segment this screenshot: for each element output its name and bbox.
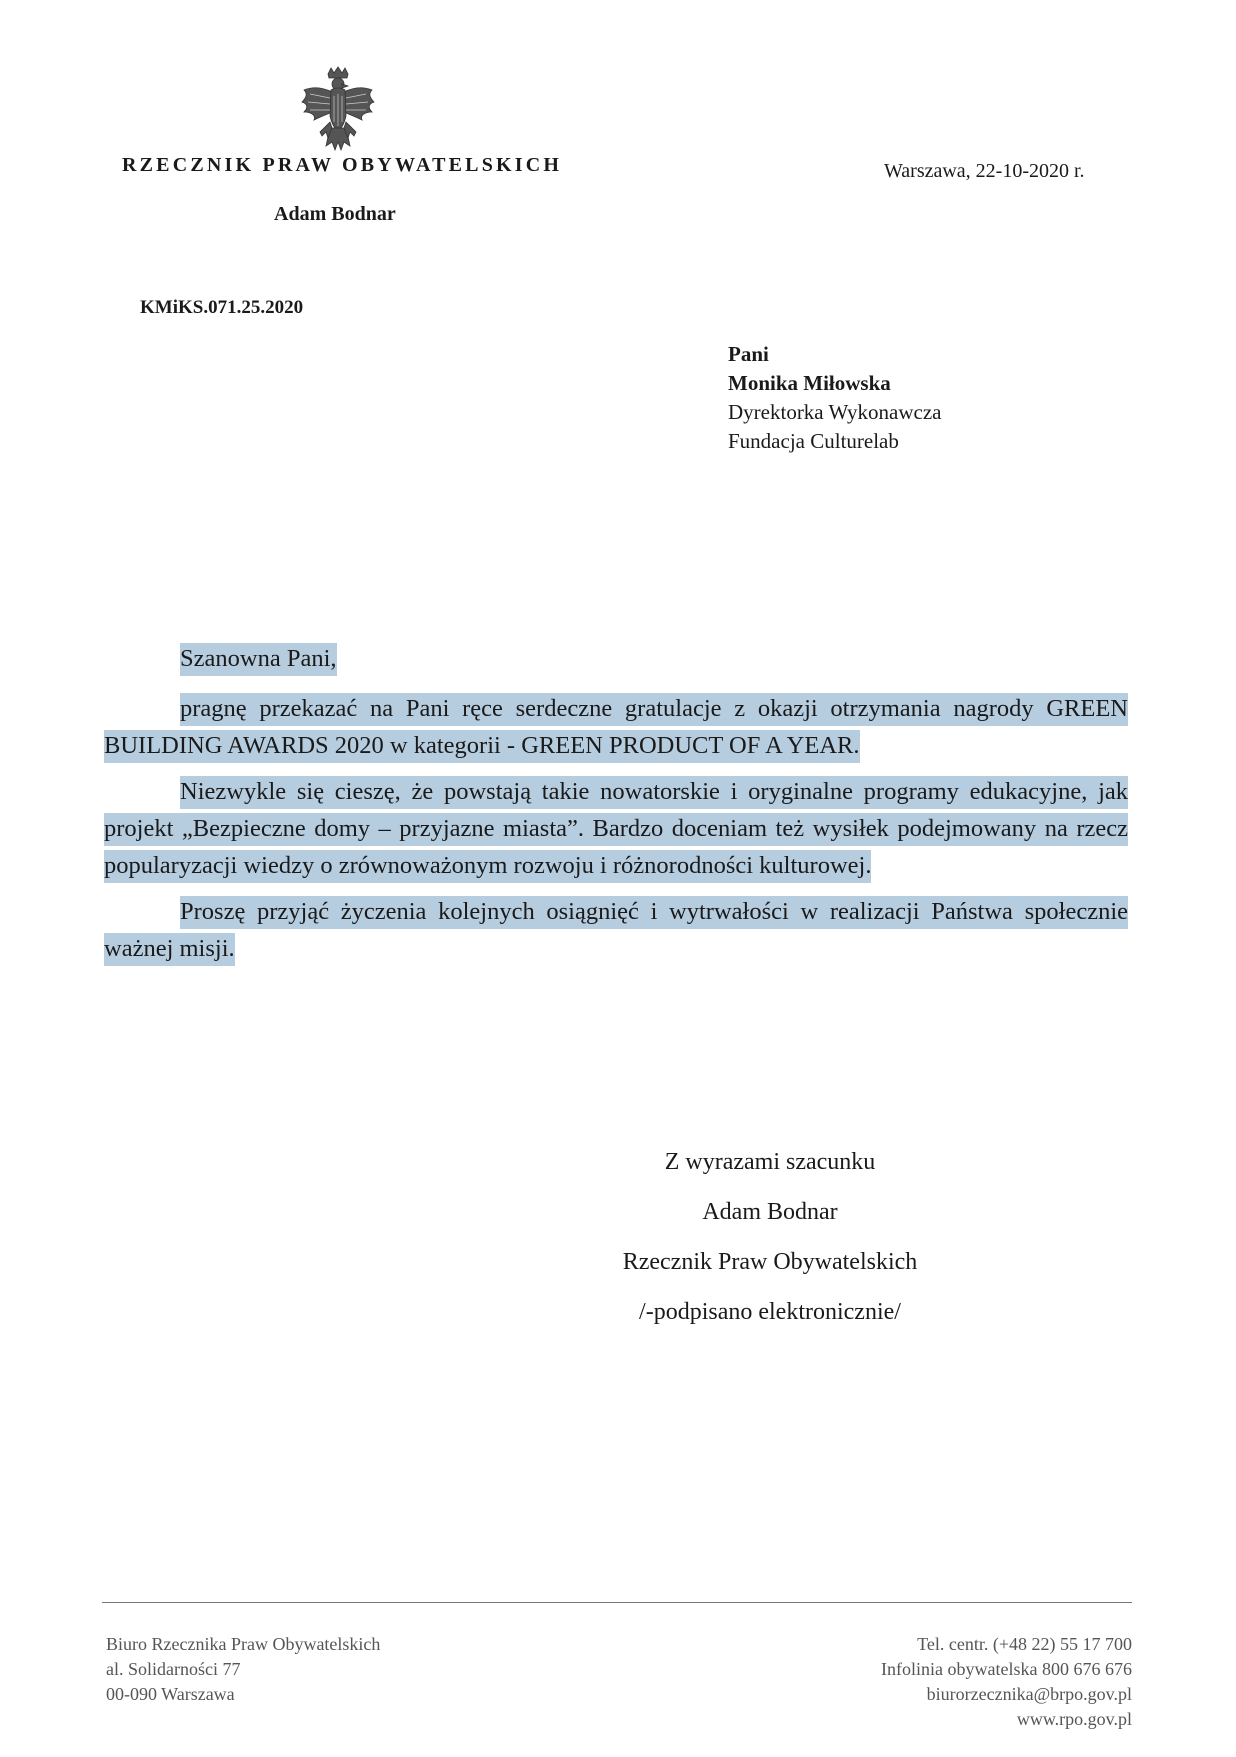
closing-phrase: Z wyrazami szacunku [664, 1149, 876, 1175]
selected-text[interactable]: pragnę przekazać na Pani ręce serdeczne gratulacje z okazji otrzymania nagrody GREEN BUILDING AWARDS 2020 w kategorii - GREEN PRODUCT OF A YEAR. [104, 693, 1128, 763]
selected-text[interactable]: Proszę przyjąć życzenia kolejnych osiągnięć i wytrwałości w realizacji Państwa społecznie ważnej misji. [104, 896, 1128, 966]
footer-address [106, 1632, 380, 1707]
footer-street: al. Solidarności 77 [106, 1659, 241, 1679]
recipient-block [728, 340, 942, 456]
footer-divider [102, 1602, 1132, 1603]
selected-text[interactable]: Niezwykle się cieszę, że powstają takie nowatorskie i oryginalne programy edukacyjne, jak projekt „Bezpieczne domy – przyjazne miasta”. Bardzo doceniam też wysiłek podejmowany na rzecz popularyzacji wiedzy o zrównoważonym rozwoju i różnorodności kulturowej. [104, 776, 1128, 883]
signature-block [530, 1137, 1010, 1337]
recipient-position: Dyrektorka Wykonawcza [728, 400, 942, 424]
footer-phone: Tel. centr. (+48 22) 55 17 700 [917, 1634, 1132, 1654]
letter-body [104, 640, 1128, 976]
letter-date: Warszawa, 22-10-2020 r. [884, 160, 1085, 182]
footer-hotline: Infolinia obywatelska 800 676 676 [881, 1659, 1132, 1679]
letter-salutation [104, 640, 1128, 677]
signatory-title: Rzecznik Praw Obywatelskich [622, 1249, 918, 1275]
reference-number: KMiKS.071.25.2020 [140, 297, 304, 318]
recipient-name: Monika Miłowska [728, 371, 891, 395]
footer-email: biurorzecznika@brpo.gov.pl [926, 1684, 1132, 1704]
ombudsman-name: Adam Bodnar [274, 203, 396, 225]
electronic-signature-note: /-podpisano elektronicznie/ [639, 1299, 901, 1325]
signatory-name: Adam Bodnar [702, 1199, 838, 1225]
institution-name: RZECZNIK PRAW OBYWATELSKICH [122, 154, 563, 176]
polish-eagle-emblem-icon [298, 66, 378, 158]
footer-contact [700, 1632, 1132, 1732]
paragraph [104, 773, 1128, 884]
footer-website: www.rpo.gov.pl [1016, 1709, 1132, 1729]
selected-text[interactable]: Szanowna Pani, [180, 643, 337, 676]
recipient-organization: Fundacja Culturelab [728, 429, 899, 453]
paragraph [104, 690, 1128, 764]
footer-office-name: Biuro Rzecznika Praw Obywatelskich [106, 1634, 381, 1654]
paragraph [104, 893, 1128, 967]
footer-city: 00-090 Warszawa [106, 1684, 235, 1704]
recipient-title: Pani [728, 342, 769, 366]
